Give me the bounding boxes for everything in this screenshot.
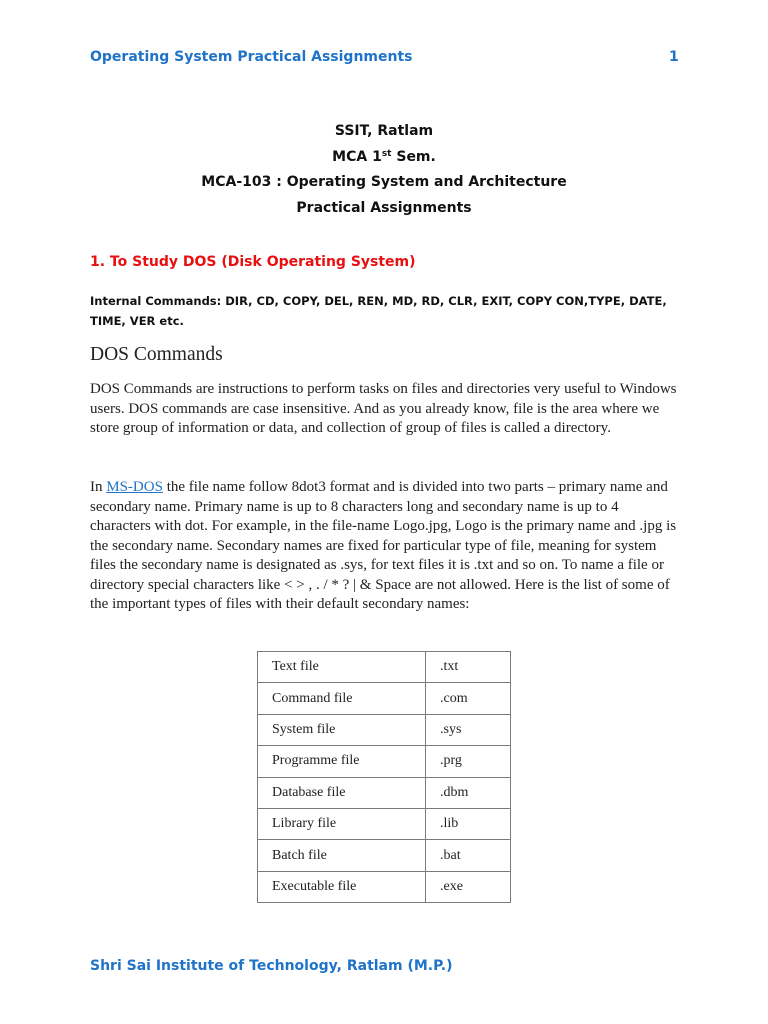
ms-dos-link[interactable]: MS-DOS: [106, 479, 163, 495]
file-type-cell: Command file: [258, 683, 426, 714]
paragraph-body: the file name follow 8dot3 format and is divided into two parts – primary name and secondary name. Primary name is up to 8 characters long and secondary name is up to 4 characters with dot. For example, in the file-name Logo.jpg, Logo is the primary name and .jpg is the secondary name. Secondary names are fixed for particular type of file, meaning for system files the secondary name is designated as .sys, for text files it is .txt and so on. To name a file or directory special characters like < > , . / * ? | & Space are not allowed. Here is the list of some of the important types of files with their default secondary names:: [90, 479, 677, 612]
institute-title: SSIT, Ratlam: [334, 123, 434, 139]
dos-commands-heading: DOS Commands: [90, 344, 223, 365]
table-row: [258, 840, 511, 871]
file-type-cell: Programme file: [258, 746, 426, 777]
page-number: 1: [669, 49, 679, 65]
file-type-cell: Library file: [258, 808, 426, 839]
file-types-table: [257, 651, 511, 903]
extension-cell: .dbm: [426, 777, 511, 808]
table-row: [258, 746, 511, 777]
table-row: [258, 808, 511, 839]
footer-institute: Shri Sai Institute of Technology, Ratlam (M.P.): [90, 958, 453, 974]
extension-cell: .bat: [426, 840, 511, 871]
course-superscript: st: [381, 148, 392, 159]
extension-cell: .exe: [426, 871, 511, 902]
file-type-cell: Batch file: [258, 840, 426, 871]
file-type-cell: Executable file: [258, 871, 426, 902]
section-heading: 1. To Study DOS (Disk Operating System): [90, 254, 416, 270]
file-type-cell: Text file: [258, 652, 426, 683]
table-row: [258, 683, 511, 714]
intro-paragraph: DOS Commands are instructions to perform tasks on files and directories very useful to Windows users. DOS commands are case insensitive. And as you already know, file is the area where we store group of information or data, and collection of group of files is called a directory.: [90, 381, 677, 436]
course-suffix: Sem.: [391, 148, 436, 165]
table-row: [258, 871, 511, 902]
paragraph-prefix: In: [90, 479, 107, 495]
extension-cell: .txt: [426, 652, 511, 683]
course-title: [0, 145, 768, 171]
assignments-title: Practical Assignments: [296, 199, 472, 216]
document-titles: [0, 119, 768, 221]
extension-cell: .com: [426, 683, 511, 714]
file-type-cell: Database file: [258, 777, 426, 808]
extension-cell: .lib: [426, 808, 511, 839]
filename-paragraph: [90, 478, 680, 615]
subject-title: MCA-103 : Operating System and Architecture: [201, 174, 567, 190]
table-row: [258, 777, 511, 808]
header-title: Operating System Practical Assignments: [90, 49, 413, 65]
extension-cell: .prg: [426, 746, 511, 777]
file-type-cell: System file: [258, 714, 426, 745]
extension-cell: .sys: [426, 714, 511, 745]
table-row: [258, 652, 511, 683]
table-row: [258, 714, 511, 745]
internal-commands: Internal Commands: DIR, CD, COPY, DEL, REN, MD, RD, CLR, EXIT, COPY CON,TYPE, DATE, TIME, VER etc.: [90, 294, 667, 328]
course-prefix: MCA 1: [332, 148, 382, 165]
